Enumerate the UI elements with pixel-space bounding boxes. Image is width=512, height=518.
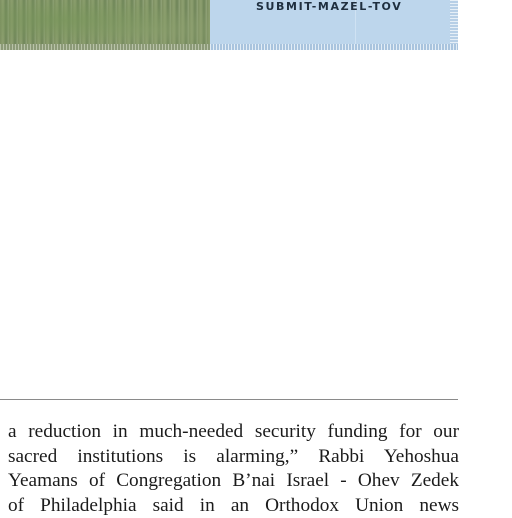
submit-mazel-tov-banner[interactable] [210, 0, 458, 50]
header-photo [0, 0, 210, 50]
section-divider [0, 399, 458, 400]
banner-label[interactable]: SUBMIT-MAZEL-TOV [256, 0, 402, 13]
article-line: Yeamans of Congregation B’nai Israel - Ohev Zedek [8, 469, 459, 494]
banner-edge-pattern [450, 0, 458, 50]
article-line: of Philadelphia said in an Orthodox Union news [8, 494, 459, 518]
article-line: a reduction in much-needed security funding for our [8, 420, 459, 445]
article-body [8, 420, 459, 518]
article-line: sacred institutions is alarming,” Rabbi Yehoshua [8, 445, 459, 470]
